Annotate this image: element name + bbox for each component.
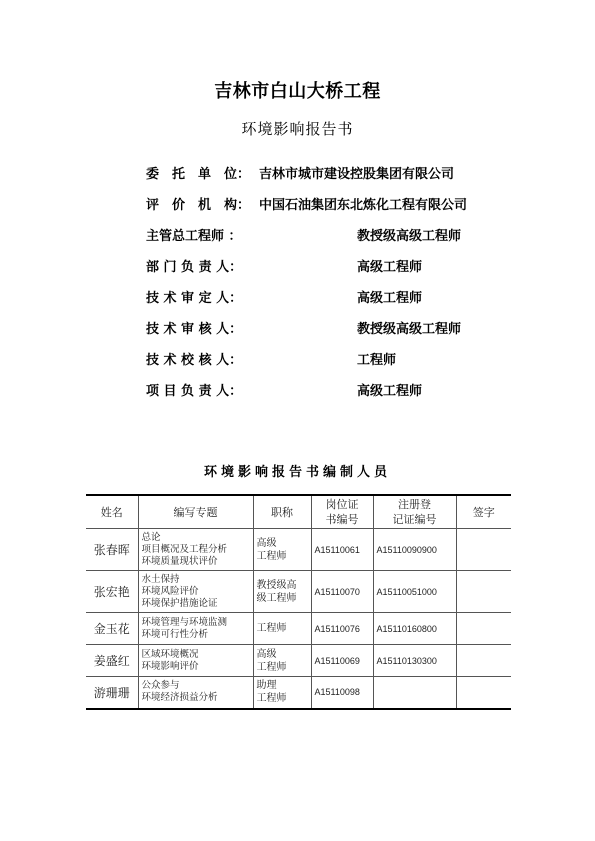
info-label: 评 价 机 构： — [146, 198, 251, 213]
signature-cell — [456, 645, 511, 677]
header-text: 书编号 — [325, 513, 359, 526]
topic-line: 环境可行性分析 — [141, 628, 209, 640]
table-row — [86, 645, 511, 677]
info-value: 吉林市城市建设控股集团有限公司 — [259, 167, 455, 182]
info-row-assessment-agency — [146, 194, 546, 225]
info-value: 教授级高级工程师 — [357, 229, 462, 244]
staff-name: 张宏艳 — [86, 571, 138, 613]
document-title: 吉林市白山大桥工程 — [214, 81, 381, 102]
topic-line: 项目概况及工程分析 — [141, 543, 228, 555]
info-row-technical-checker — [146, 349, 546, 380]
topic-line: 环境影响评价 — [141, 660, 199, 672]
title-line: 高级 — [256, 537, 277, 549]
staff-job-title — [253, 529, 311, 571]
post-cert-no: A15110061 — [311, 529, 373, 571]
reg-cert-no: A15110090900 — [373, 529, 456, 571]
info-value: 工程师 — [357, 353, 397, 368]
table-row — [86, 677, 511, 709]
info-value: 中国石油集团东北炼化工程有限公司 — [259, 198, 468, 213]
table-row — [86, 613, 511, 645]
info-label: 技 术 校 核 人： — [146, 353, 243, 368]
header-post-cert-no — [311, 495, 373, 529]
document-subtitle: 环境影响报告书 — [241, 120, 354, 138]
table-header-row — [86, 495, 511, 529]
topic-line: 环境保护措施论证 — [141, 597, 218, 609]
staff-name: 张春晖 — [86, 529, 138, 571]
title-line: 工程师 — [256, 550, 287, 562]
info-row-project-leader — [146, 380, 546, 411]
staff-job-title — [253, 571, 311, 613]
staff-topics — [138, 677, 253, 709]
info-label: 项 目 负 责 人： — [146, 384, 243, 399]
header-text: 注册登 — [398, 498, 431, 511]
reg-cert-no: A15110051000 — [373, 571, 456, 613]
signature-cell — [456, 613, 511, 645]
reg-cert-no — [373, 677, 456, 709]
staff-name: 游珊珊 — [86, 677, 138, 709]
staff-topics — [138, 571, 253, 613]
title-line: 工程师 — [256, 623, 287, 634]
info-value: 高级工程师 — [357, 291, 423, 306]
title-line: 工程师 — [256, 693, 287, 705]
title-line: 助理 — [256, 680, 277, 692]
signature-cell — [456, 677, 511, 709]
topic-line: 环境经济损益分析 — [141, 692, 218, 704]
title-line: 级工程师 — [256, 592, 297, 604]
info-row-chief-engineer — [146, 225, 546, 256]
reg-cert-no: A15110130300 — [373, 645, 456, 677]
staff-section-title: 环境影响报告书编制人员 — [203, 465, 391, 480]
staff-job-title — [253, 677, 311, 709]
staff-job-title — [253, 613, 311, 645]
signature-cell — [456, 529, 511, 571]
info-value: 高级工程师 — [357, 384, 423, 399]
info-row-commissioning-unit — [146, 163, 546, 194]
header-text: 岗位证 — [325, 498, 359, 511]
topic-line: 区域环境概况 — [141, 648, 199, 660]
post-cert-no: A15110069 — [311, 645, 373, 677]
header-topic: 编写专题 — [138, 495, 253, 529]
info-label: 委 托 单 位： — [146, 167, 251, 182]
header-reg-cert-no — [373, 495, 456, 529]
info-label: 技 术 审 核 人： — [146, 322, 243, 337]
staff-name: 金玉花 — [86, 613, 138, 645]
staff-topics — [138, 529, 253, 571]
topic-line: 水土保持 — [141, 573, 180, 585]
info-row-department-head — [146, 256, 546, 287]
title-line: 高级 — [256, 648, 277, 660]
post-cert-no: A15110076 — [311, 613, 373, 645]
staff-table — [86, 494, 511, 710]
header-signature: 签字 — [456, 495, 511, 529]
header-name: 姓名 — [86, 495, 138, 529]
topic-line: 公众参与 — [141, 680, 180, 692]
staff-topics — [138, 645, 253, 677]
info-label: 部 门 负 责 人： — [146, 260, 243, 275]
staff-name: 姜盛红 — [86, 645, 138, 677]
info-value: 教授级高级工程师 — [357, 322, 462, 337]
table-row — [86, 529, 511, 571]
info-row-technical-approver — [146, 287, 546, 318]
staff-topics — [138, 613, 253, 645]
post-cert-no: A15110070 — [311, 571, 373, 613]
title-line: 教授级高 — [256, 579, 297, 591]
personnel-info-block — [146, 163, 546, 411]
title-line: 工程师 — [256, 661, 287, 673]
header-text: 记证编号 — [392, 513, 437, 526]
signature-cell — [456, 571, 511, 613]
table-row — [86, 571, 511, 613]
info-label: 主管总工程师 ： — [146, 229, 242, 244]
staff-job-title — [253, 645, 311, 677]
topic-line: 环境质量现状评价 — [141, 555, 218, 567]
info-value: 高级工程师 — [357, 260, 423, 275]
topic-line: 环境风险评价 — [141, 585, 199, 597]
topic-line: 总论 — [141, 531, 161, 543]
header-job-title: 职称 — [253, 495, 311, 529]
post-cert-no: A15110098 — [311, 677, 373, 709]
topic-line: 环境管理与环境监测 — [141, 616, 228, 628]
info-row-technical-reviewer — [146, 318, 546, 349]
info-label: 技 术 审 定 人： — [146, 291, 243, 306]
reg-cert-no: A15110160800 — [373, 613, 456, 645]
